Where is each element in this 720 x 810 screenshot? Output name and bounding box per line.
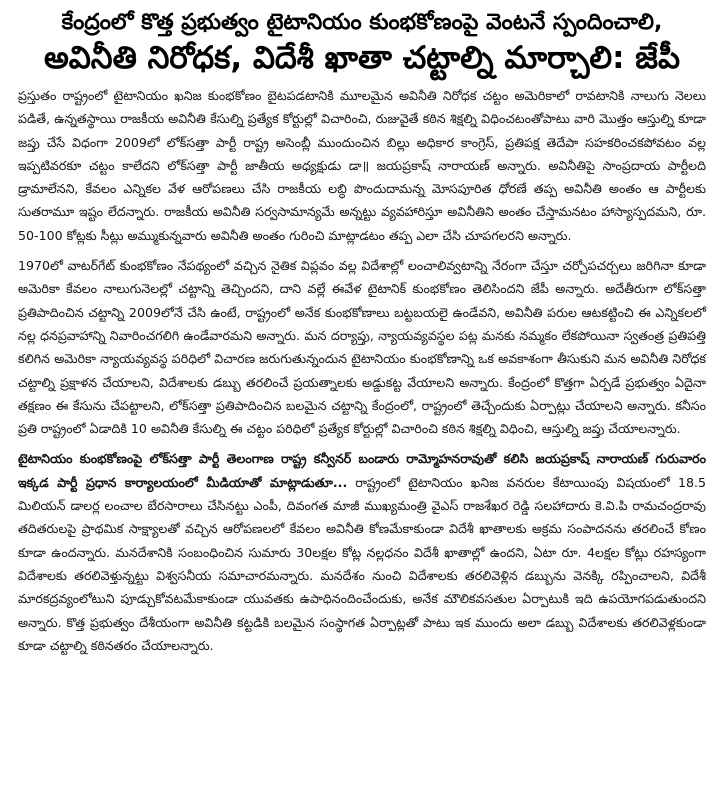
paragraph-1-text: ప్రస్తుతం రాష్ట్రంలో టైటానియం ఖనిజ కుంభకోణం బైటపడటానికి మూలమైన అవినీతి నిరోధక చట్టం అమెరికాలో రావటానికి నాలుగు నెలలు పడితే, ఉన్నతస్థాయి రాజకీయ అవినీతి కేసుల్ని ప్రత్యేక కోర్టుల్లో విచారించి, రుజువైతే కఠిన శిక్షల్ని విధించటంతోపాటు వారి మొత్తం ఆస్తుల్ని కూడా జప్తు చేసే విధంగా 2009లో లోక్‌సత్తా పార్టీ రాష్ట్ర అసెంబ్లీ ముందుంచిన బిల్లు అధికార కాంగ్రెస్, ప్రతిపక్ష తెదేపా సహకరించకపోవటం వల్ల ఇప్పటివరకూ చట్టం కాలేదని లోక్‌సత్తా పార్టీ జాతీయ అధ్యక్షుడు డా॥ జయప్రకాష్ నారాయణ్ అన్నారు. అవినీతిపై సాంప్రదాయ పార్టీలది డ్రామాలేనని, కేవలం ఎన్నికల వేళ ఆరోపణలు చేసి రాజకీయ లబ్ధి పొందుదామన్న మోసపూరిత ధోరణే తప్ప అవినీతి అంతం ఆ పార్టీలకు సుతరామూ ఇష్టం లేదన్నారు. రాజకీయ అవినీతి సర్వసామాన్యమే అన్నట్టు వ్యవహారిస్తూ అవినీతిని అంతం చేస్తామనటం హాస్యాస్పదమని, రూ. 50-100 కోట్లకు సీట్లు అమ్ముకున్నవారు అవినీతి అంతం గురించి మాట్లాడటం తప్ప ఎలా చేసి చూపగలరని అన్నారు. — [18, 88, 706, 243]
headline-top: కేంద్రంలో కొత్త ప్రభుత్వం టైటానియం కుంభకోణంపై వెంటనే స్పందించాలి, — [61, 10, 663, 35]
paragraph-3-lead: టైటానియం కుంభకోణంపై లోక్‌సత్తా పార్టీ తెలంగాణ రాష్ట్ర కన్వీనర్ బండారు రామ్మోహనరావుతో కలిసి జయప్రకాష్ నారాయణ్ గురువారం ఇక్కడ పార్టీ ప్రధాన కార్యాలయంలో మీడియాతో మాట్లాడుతూ... — [18, 451, 706, 490]
paragraph-3-text: రాష్ట్రంలో టైటానియం ఖనిజ వనరుల కేటాయింపు విషయంలో 18.5 మిలియన్ డాలర్ల లంచాల బేరసారాలు చేసినట్టు ఎంపీ, దివంగత మాజీ ముఖ్యమంత్రి వైఎస్ రాజశేఖర రెడ్డి సలహాదారు కె.వి.పి రామచంద్రరావు తదితరులపై ప్రాథమిక సాక్ష్యాలతో వచ్చిన ఆరోపణలలో కేవలం అవినీతి కోణమేకాకుండా విదేశీ ఖాతాలకు అక్రమ సంపాదనను తరలించే కోణం కూడా ఉందన్నారు. మనదేశానికి సంబంధించిన సుమారు 30లక్షల కోట్ల నల్లధనం విదేశీ ఖాతాల్లో ఉందని, ఏటా రూ. 4లక్షల కోట్లు రహస్యంగా విదేశాలకు తరలివెళ్తున్నట్టు విశ్వసనీయ సమాచారమన్నారు. మనదేశం నుంచి విదేశాలకు తరలివెళ్లిన డబ్బును వెనక్కి రప్పించాలని, విదేశీ మారకద్రవ్యంలోటుని పూడ్చుకోవటమేకాకుండా యువతకు ఉపాధినందించేందుకు, అనేక మౌలికవసతుల ఏర్పాటుకి ఇది ఉపయోగపడుతుందని అన్నారు. కొత్త ప్రభుత్వం దేశీయంగా అవినీతి కట్టడికి బలమైన సంస్థాగత ఏర్పాట్లతో పాటు ఇక ముందు అలా డబ్బు విదేశాలకు తరలివెళ్లకుండా కూడా చట్టాల్ని కఠినతరం చేయాలన్నారు. — [18, 474, 706, 653]
paragraph-3 — [18, 447, 706, 657]
paragraph-1 — [18, 84, 706, 247]
headline-main: అవినీతి నిరోధక, విదేశీ ఖాతా చట్టాల్ని మార్చాలి: జేపీ — [43, 40, 681, 76]
paragraph-2-text: 1970లో వాటర్‌గేట్ కుంభకోణం నేపథ్యంలో వచ్చిన నైతిక విప్లవం వల్ల విదేశాల్లో లంచాలివ్వటాన్ని నేరంగా చేస్తూ చర్చోపచర్చలు జరిగినా కూడా అమెరికా కేవలం నాలుగునెలల్లో చట్టాన్ని తెచ్చిందని, దాని వల్లే ఈవేళ టైటానిక్ కుంభకోణం తెలిసిందని జేపీ అన్నారు. అదేతీరుగా లోక్‌సత్తా ప్రతిపాదించిన చట్టాన్ని 2009లోనే చేసి ఉంటే, రాష్ట్రంలో అనేక కుంభకోణాలు బట్టబయలై ఉండేవని, అవినీతి పరుల ఆటకట్టించి ఈ ఎన్నికలలో నల్ల ధనప్రవాహాన్ని నివారించగలిగి ఉండేవారమని అన్నారు. మన దర్యాప్తు, న్యాయవ్యవస్థల పట్ల మనకు నమ్మకం లేకపోయినా స్వతంత్ర ప్రతిపత్తి కలిగిన అమెరికా న్యాయవ్యవస్థ పరిధిలో విచారణ జరుగుతున్నందున టైటానియం కుంభకోణాన్ని ఒక అవకాశంగా తీసుకుని మన అవినీతి నిరోధక చట్టాల్ని ప్రక్షాళన చేయాలని, విదేశాలకు డబ్బు తరలించే ప్రయత్నాలకు అడ్డుకట్ట వేయాలని అన్నారు. కేంద్రంలో కొత్తగా ఏర్పడే ప్రభుత్వం ఏదైనా తక్షణం ఈ కేసును చేపట్టాలని, లోక్‌సత్తా ప్రతిపాదించిన బలమైన చట్టాన్ని కేంద్రంలో, రాష్ట్రంలో తెచ్చేందుకు ఏర్పాట్లు చేయాలని అన్నారు. కనీసం ప్రతి రాష్ట్రంలో ఏడాదికి 10 అవినీతి కేసుల్ని ఈ చట్టం పరిధిలో ప్రత్యేక కోర్టుల్లో విచారించి కఠిన శిక్షల్ని విధించి, ఆస్తుల్ని జప్తు చేయాలన్నారు. — [18, 258, 706, 437]
paragraph-2 — [18, 254, 706, 440]
